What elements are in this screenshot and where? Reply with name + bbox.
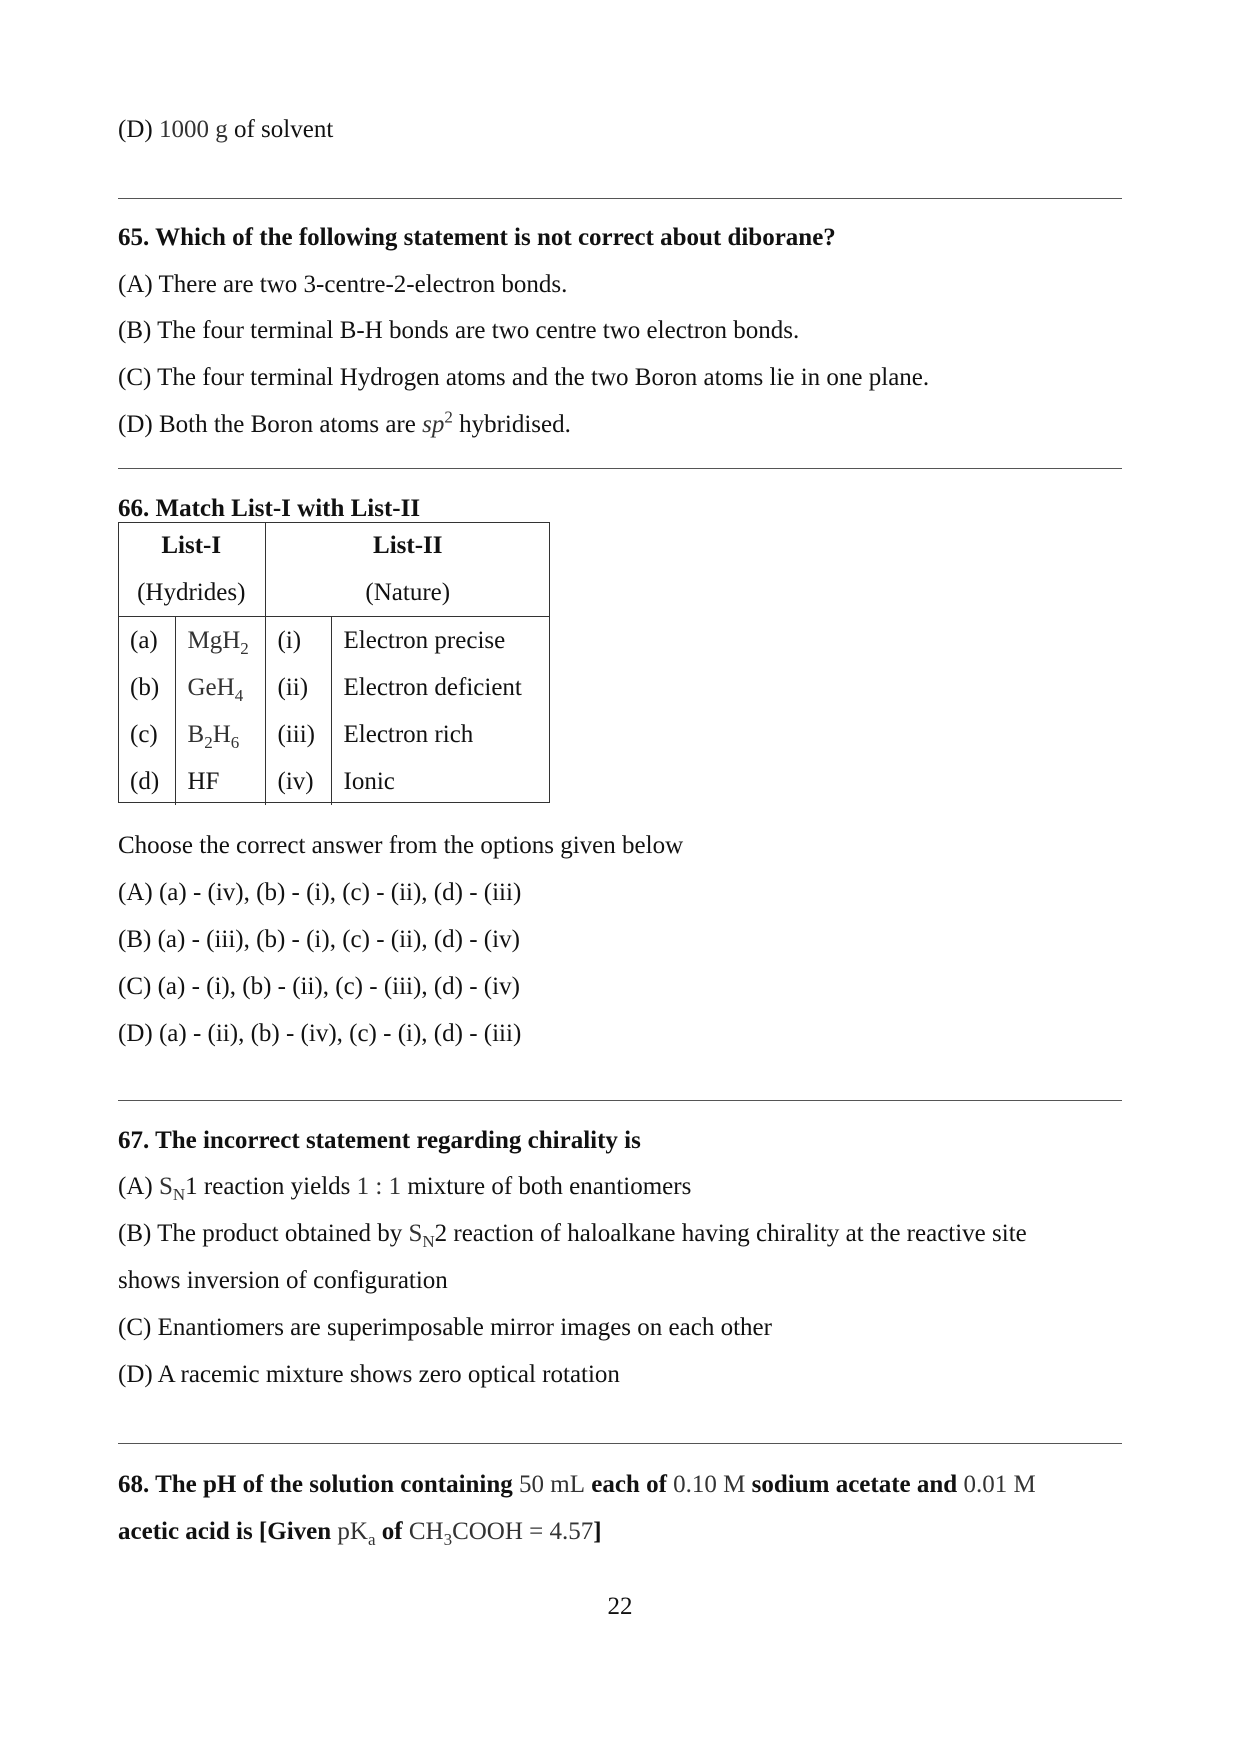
table-row: (a) MgH$_2$ (i) Electron precise — [118, 617, 550, 665]
question-66: 66. Match List-I with List-II — [118, 495, 421, 522]
q67-option-d: (D) A racemic mixture shows zero optical rotation — [118, 1361, 620, 1388]
list2-subtitle: (Nature) — [265, 569, 550, 617]
question-68-continued: acetic acid is [Given $pK_a$ of $CH_3COOH = 4.57$] — [118, 1518, 602, 1549]
table-header-row — [118, 522, 550, 569]
q67-option-a: (A) $S_N1$ reaction yields 1 : 1 mixture of both enantiomers — [118, 1173, 692, 1204]
list1-subtitle: (Hydrides) — [118, 569, 265, 617]
q67-option-b-continued: shows inversion of configuration — [118, 1267, 448, 1294]
table-subheader-row — [118, 569, 550, 617]
divider — [118, 198, 1122, 199]
table-row: (d) HF (iv) Ionic — [118, 758, 550, 805]
q65-option-a: (A) There are two 3-centre-2-electron bonds. — [118, 271, 568, 298]
q66-option-d: (D) (a) - (ii), (b) - (iv), (c) - (i), (d) - (iii) — [118, 1020, 522, 1047]
q67-option-b: (B) The product obtained by $S_N2$ reaction of haloalkane having chirality at the reactive site — [118, 1220, 1027, 1251]
q65-option-d: (D) Both the Boron atoms are $sp^2$ hybridised. — [118, 407, 571, 438]
list2-title: List-II — [265, 522, 550, 569]
q66-option-a: (A) (a) - (iv), (b) - (i), (c) - (ii), (d) - (iii) — [118, 879, 522, 906]
list1-title: List-I — [161, 531, 222, 559]
table-row: (b) GeH$_4$ (ii) Electron deficient — [118, 664, 550, 711]
q66-option-b: (B) (a) - (iii), (b) - (i), (c) - (ii), (d) - (iv) — [118, 926, 520, 953]
table-row: (c) $B_2H_6$ (iii) Electron rich — [118, 711, 550, 758]
divider — [118, 1443, 1122, 1444]
q67-option-c: (C) Enantiomers are superimposable mirror images on each other — [118, 1314, 772, 1341]
question-68: 68. The pH of the solution containing 50 mL each of 0.10 M sodium acetate and 0.01 M — [118, 1471, 1036, 1498]
divider — [118, 1100, 1122, 1101]
match-table — [118, 522, 550, 805]
question-65: 65. Which of the following statement is not correct about diborane? — [118, 224, 836, 251]
q65-option-b: (B) The four terminal B-H bonds are two centre two electron bonds. — [118, 317, 800, 344]
prev-option-d: (D) 1000 g of solvent — [118, 116, 334, 143]
divider — [118, 468, 1122, 469]
question-67: 67. The incorrect statement regarding chirality is — [118, 1127, 641, 1154]
page-number: 22 — [607, 1593, 633, 1620]
q66-option-c: (C) (a) - (i), (b) - (ii), (c) - (iii), (d) - (iv) — [118, 973, 520, 1000]
q66-instruction: Choose the correct answer from the options given below — [118, 832, 684, 859]
q65-option-c: (C) The four terminal Hydrogen atoms and the two Boron atoms lie in one plane. — [118, 364, 930, 391]
